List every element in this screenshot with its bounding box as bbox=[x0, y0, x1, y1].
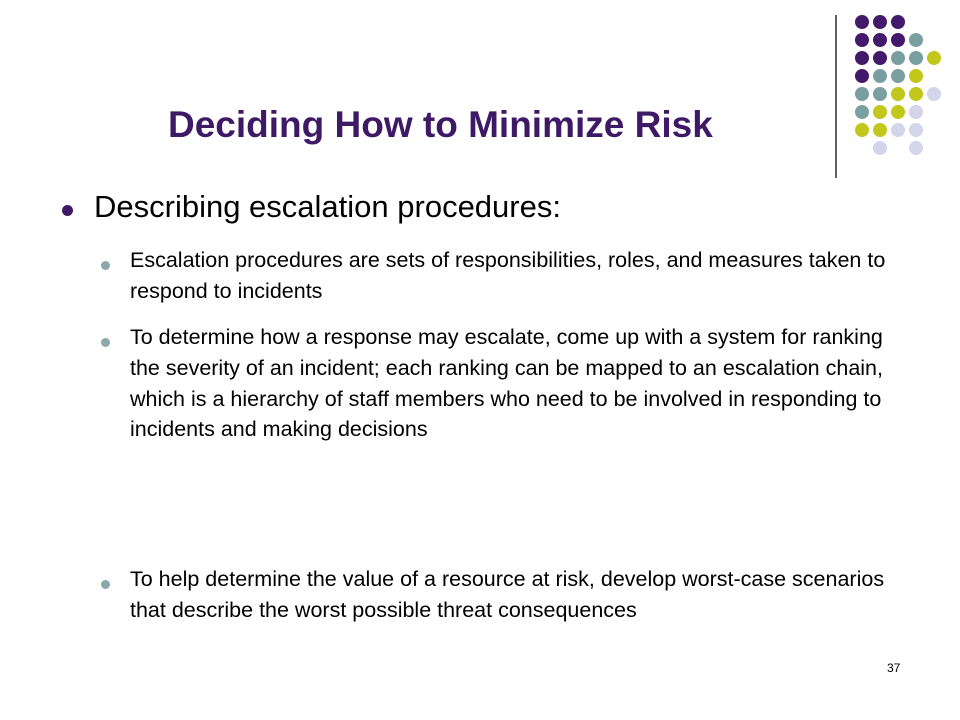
decorative-dot bbox=[891, 87, 905, 101]
decorative-dot bbox=[891, 69, 905, 83]
decorative-dot bbox=[873, 69, 887, 83]
decorative-dot bbox=[927, 51, 941, 65]
decorative-dot bbox=[909, 69, 923, 83]
sub-bullet-dot-icon bbox=[101, 261, 110, 270]
sub-bullet-item: Escalation procedures are sets of responsibilities, roles, and measures taken to respond to incidents bbox=[130, 248, 886, 303]
decorative-dot bbox=[855, 123, 869, 137]
decorative-dot bbox=[909, 105, 923, 119]
decorative-dot bbox=[909, 141, 923, 155]
bullet-dot-icon bbox=[62, 205, 73, 216]
bullet-heading: Describing escalation procedures: bbox=[94, 189, 561, 224]
decorative-dot bbox=[873, 141, 887, 155]
decorative-dot bbox=[909, 51, 923, 65]
decorative-dot bbox=[873, 51, 887, 65]
decorative-dot bbox=[873, 15, 887, 29]
decorative-dot bbox=[891, 51, 905, 65]
decorative-dot bbox=[873, 123, 887, 137]
decorative-dot bbox=[891, 33, 905, 47]
decorative-dot bbox=[855, 87, 869, 101]
decorative-dot bbox=[855, 51, 869, 65]
decorative-dot bbox=[909, 123, 923, 137]
decorative-dot bbox=[891, 105, 905, 119]
decorative-dot bbox=[873, 87, 887, 101]
decorative-dot bbox=[909, 87, 923, 101]
decorative-dot bbox=[891, 123, 905, 137]
decorative-dot bbox=[855, 15, 869, 29]
sub-bullet-dot-icon bbox=[101, 338, 110, 347]
sub-bullet-dot-icon bbox=[101, 580, 110, 589]
sub-bullet-item: To help determine the value of a resource at risk, develop worst-case scenarios that describe the worst possible threat consequences bbox=[130, 567, 885, 622]
decorative-dot bbox=[855, 105, 869, 119]
decorative-dot bbox=[909, 33, 923, 47]
decorative-dot bbox=[891, 15, 905, 29]
decorative-dot bbox=[855, 69, 869, 83]
decorative-dot bbox=[927, 87, 941, 101]
sub-bullet-item: To determine how a response may escalate, come up with a system for ranking the severity of an incident; each ranking can be mapped to an escalation chain, which is a hierarchy of staff members who need to be involved in responding to incidents and making decisions bbox=[130, 325, 883, 442]
slide-title: Deciding How to Minimize Risk bbox=[168, 104, 713, 145]
decorative-dot bbox=[873, 33, 887, 47]
decorative-dot bbox=[855, 33, 869, 47]
decorative-dot bbox=[873, 105, 887, 119]
page-number: 37 bbox=[887, 661, 901, 675]
decorative-divider-line bbox=[835, 15, 837, 178]
